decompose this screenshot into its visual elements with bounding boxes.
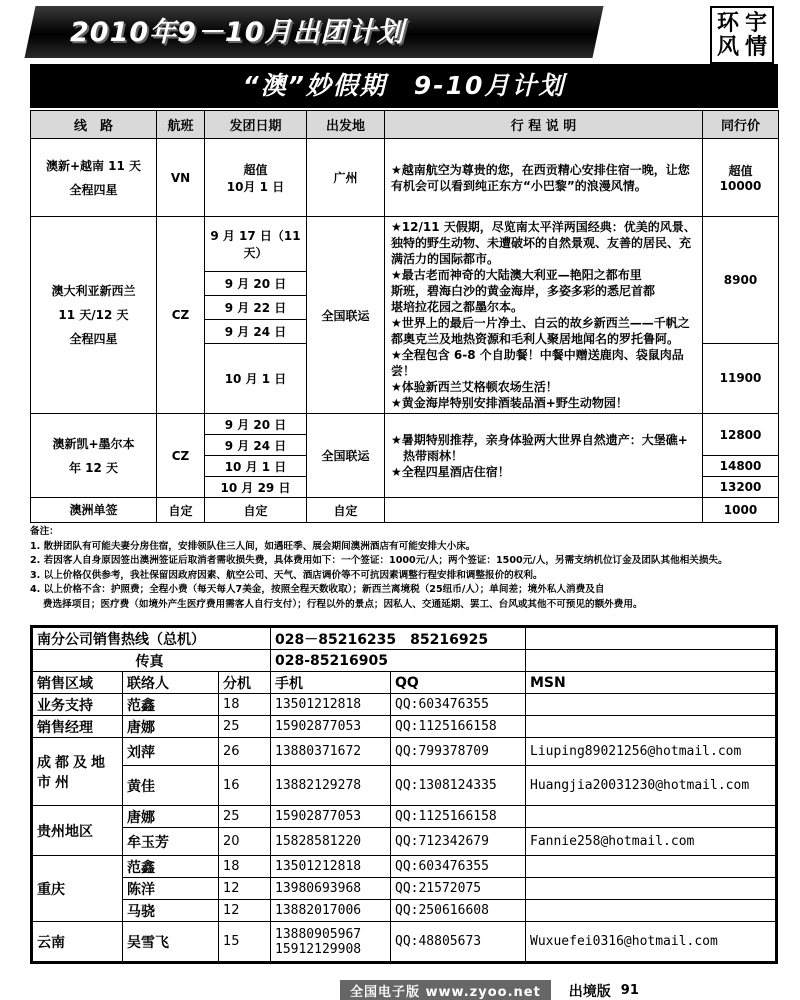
origin-cell: 自定 (307, 498, 385, 523)
logo-char: 风 (716, 34, 739, 60)
mobile: 13501212818 (271, 694, 391, 716)
column-header: 行 程 说 明 (385, 111, 703, 139)
price-cell: 14800 (703, 456, 779, 477)
table-row (33, 878, 776, 900)
flight-cell: VN (157, 139, 205, 217)
extension: 18 (219, 694, 271, 716)
msn-email (526, 694, 776, 716)
itinerary-line: ★体验新西兰艾格顿农场生活！ (391, 380, 558, 394)
itinerary-line: 热带雨林！ (391, 448, 464, 463)
fax-label: 传真 (33, 650, 271, 672)
date-cell: 10 月 1 日 (205, 343, 307, 413)
route-cell: 澳洲单签 (31, 498, 157, 523)
price-value: 10000 (719, 179, 762, 193)
qq: QQ:799378709 (391, 738, 526, 766)
origin-cell: 广州 (307, 139, 385, 217)
note-line: 4. 以上价格不含：护照费；全程小费（每天每人7美金，按照全程天数收取）；新西兰离境税（25纽币/人）；单间差；境外私人消费及自 (30, 584, 605, 595)
itinerary-cell (385, 139, 703, 217)
route-cell (31, 217, 157, 414)
hotline-label: 南分公司销售热线（总机） (33, 628, 271, 650)
column-header: 航班 (157, 111, 205, 139)
mobile: 15828581220 (271, 828, 391, 856)
date-cell: 10 月 29 日 (205, 477, 307, 498)
column-header: 联络人 (123, 672, 219, 694)
extension: 18 (219, 856, 271, 878)
itinerary-line: ★黄金海岸特别安排酒装品酒+野生动物园！ (391, 396, 628, 410)
table-row (33, 922, 776, 962)
contact-name: 范鑫 (123, 856, 219, 878)
table-row (33, 828, 776, 856)
section-title: “澳”妙假期 9-10月计划 (30, 64, 778, 108)
logo-char: 情 (744, 34, 767, 60)
page-footer (340, 981, 800, 1000)
itinerary-line: ★暑期特别推荐，亲身体验两大世界自然遗产：大堡礁+ (391, 432, 688, 447)
extension: 16 (219, 766, 271, 806)
table-row (33, 766, 776, 806)
extension: 20 (219, 828, 271, 856)
flight-cell: CZ (157, 414, 205, 498)
date-cell: 自定 (205, 498, 307, 523)
region-cell: 业务支持 (33, 694, 123, 716)
extension: 12 (219, 900, 271, 922)
date-cell: 9 月 24 日 (205, 319, 307, 343)
date-cell (205, 139, 307, 217)
note-line: 费选择项目；医疗费（如境外产生医疗费用需客人自行支付）；行程以外的景点；因私人、交通延期、罢工、台风或其他不可预见的额外费用。 (30, 598, 643, 610)
publication-label: 出境版 (568, 983, 611, 1000)
msn-email[interactable]: Wuxuefei0316@hotmail.com (526, 922, 776, 962)
qq: QQ:1308124335 (391, 766, 526, 806)
itinerary-line: 满活力的国际都市。 (391, 252, 500, 266)
route-cell (31, 139, 157, 217)
contact-name: 范鑫 (123, 694, 219, 716)
column-header: 出发地 (307, 111, 385, 139)
qq: QQ:48805673 (391, 922, 526, 962)
mobile: 13882129278 (271, 766, 391, 806)
contact-name: 刘萍 (123, 738, 219, 766)
notes-section (30, 525, 790, 612)
mobile: 13880905967 15912129908 (271, 922, 391, 962)
route-line: 澳新凯+墨尔本 (52, 436, 135, 451)
qq: QQ:1125166158 (391, 806, 526, 828)
itinerary-line: ★最古老而神奇的大陆澳大利亚—艳阳之都布里 (391, 268, 642, 282)
price-cell: 13200 (703, 477, 779, 498)
origin-cell: 全国联运 (307, 414, 385, 498)
flight-cell: 自定 (157, 498, 205, 523)
contact-name: 牟玉芳 (123, 828, 219, 856)
contact-name: 唐娜 (123, 806, 219, 828)
mobile: 13980693968 (271, 878, 391, 900)
itinerary-line: 有机会可以看到纯正东方“小巴黎”的浪漫风情。 (391, 178, 647, 193)
date-line: 超值 (243, 162, 268, 177)
msn-email (526, 900, 776, 922)
price-cell (703, 139, 779, 217)
date-cell: 9 月 24 日 (205, 435, 307, 456)
column-header: 分机 (219, 672, 271, 694)
column-header: 销售区域 (33, 672, 123, 694)
table-row (33, 716, 776, 738)
region-cell: 成都及地市州 (33, 738, 123, 806)
note-line: 3. 以上价格仅供参考，我社保留因政府因素、航空公司、天气、酒店调价等不可抗因素调整行程安排和调整报价的权利。 (30, 569, 543, 581)
route-line: 澳新+越南 11 天 (45, 158, 142, 173)
price-cell: 12800 (703, 414, 779, 456)
fax-number: 028-85216905 (271, 650, 526, 672)
contact-name: 黄佳 (123, 766, 219, 806)
itinerary-line: ★全程四星酒店住宿！ (391, 464, 510, 479)
note-line: 1. 散拼团队有可能夫妻分房住宿，安排领队住三人间，如遇旺季、展会期间澳洲酒店有可能安排大小床。 (30, 540, 476, 552)
msn-email (526, 806, 776, 828)
column-header: 发团日期 (205, 111, 307, 139)
itinerary-line: ★全程包含 6-8 个自助餐！中餐中赠送鹿肉、袋鼠肉品尝！ (391, 348, 684, 378)
date-line: 10月 1 日 (226, 179, 285, 194)
region-cell: 云南 (33, 922, 123, 962)
route-cell (31, 414, 157, 498)
mobile: 13501212818 (271, 856, 391, 878)
route-line: 全程四星 (69, 182, 118, 197)
qq: QQ:21572075 (391, 878, 526, 900)
page-title: 2010年9－10月出团计划 (70, 17, 405, 48)
brand-logo (710, 6, 774, 64)
mobile: 15902877053 (271, 716, 391, 738)
region-cell: 重庆 (33, 856, 123, 922)
date-cell: 9 月 22 日 (205, 295, 307, 319)
origin-cell: 全国联运 (307, 217, 385, 414)
qq: QQ:712342679 (391, 828, 526, 856)
msn-email (526, 716, 776, 738)
itinerary-cell (385, 414, 703, 498)
extension: 15 (219, 922, 271, 962)
mobile: 15902877053 (271, 806, 391, 828)
route-line: 全程四星 (69, 332, 118, 346)
website-label: 全国电子版 www.zyoo.net (340, 980, 551, 1000)
flight-cell: CZ (157, 217, 205, 414)
contact-name: 马骁 (123, 900, 219, 922)
itinerary-line: 斯班，碧海白沙的黄金海岸，多姿多彩的悉尼首都 (391, 284, 656, 298)
note-line: 备注： (30, 526, 59, 537)
extension: 12 (219, 878, 271, 900)
itinerary-line: 独特的野生动物、未遭破坏的自然景观、友善的居民、充 (391, 236, 692, 250)
itinerary-cell (385, 217, 703, 414)
itinerary-line: ★世界上的最后一片净土、白云的故乡新西兰——千帆之 (391, 316, 690, 330)
contact-name: 唐娜 (123, 716, 219, 738)
column-header: 线 路 (31, 111, 157, 139)
extension: 25 (219, 806, 271, 828)
date-cell: 10 月 1 日 (205, 456, 307, 477)
msn-email[interactable]: Fannie258@hotmail.com (526, 828, 776, 856)
column-header: 手机 (271, 672, 391, 694)
mobile: 13880371672 (271, 738, 391, 766)
hotline-number: 028－85216235 85216925 (271, 628, 526, 650)
itinerary-cell (385, 498, 703, 523)
logo-char: 宇 (744, 10, 767, 36)
mobile: 13882017006 (271, 900, 391, 922)
contact-name: 吴雪飞 (123, 922, 219, 962)
itinerary-line: ★越南航空为尊贵的您，在西贡精心安排住宿一晚，让您 (391, 162, 690, 177)
qq: QQ:1125166158 (391, 716, 526, 738)
qq: QQ:603476355 (391, 694, 526, 716)
page-number: 91 (620, 983, 639, 998)
region-cell: 销售经理 (33, 716, 123, 738)
column-header: 同行价 (703, 111, 779, 139)
table-row (33, 900, 776, 922)
itinerary-line: ★12/11 天假期，尽览南太平洋两国经典：优美的风景、 (391, 220, 696, 234)
msn-email[interactable]: Liuping89021256@hotmail.com (526, 738, 776, 766)
route-line: 澳大利亚新西兰 (51, 284, 136, 298)
date-cell: 9 月 20 日 (205, 271, 307, 295)
extension: 26 (219, 738, 271, 766)
table-row (33, 694, 776, 716)
contact-table (30, 625, 778, 964)
msn-email (526, 856, 776, 878)
logo-char: 环 (716, 10, 739, 36)
price-cell: 8900 (703, 217, 779, 344)
route-line: 年 12 天 (68, 460, 119, 475)
qq: QQ:603476355 (391, 856, 526, 878)
note-line: 2. 若因客人自身原因签出澳洲签证后取消者需收损失费，具体费用如下：一个签证：1000元/人；两个签证：1500元/人，另需支纳机位订金及团队其他相关损失。 (30, 555, 728, 566)
contact-name: 陈洋 (123, 878, 219, 900)
msn-email (526, 878, 776, 900)
itinerary-line: 堪培拉花园之都墨尔本。 (391, 300, 524, 314)
price-cell: 1000 (703, 498, 779, 523)
date-cell: 9 月 20 日 (205, 414, 307, 435)
date-cell: 9 月 17 日（11 天） (205, 217, 307, 272)
qq: QQ:250616608 (391, 900, 526, 922)
column-header: QQ (391, 672, 526, 694)
region-cell: 贵州地区 (33, 806, 123, 856)
itinerary-line: 都奥克兰及地热资源和毛利人聚居地闻名的罗托鲁阿。 (391, 332, 680, 346)
table-row (33, 856, 776, 878)
column-header: MSN (526, 672, 776, 694)
tour-plan-table (30, 110, 779, 523)
route-line: 11 天/12 天 (58, 308, 129, 322)
price-label: 超值 (728, 164, 753, 178)
price-cell: 11900 (703, 343, 779, 413)
table-row (33, 738, 776, 766)
msn-email[interactable]: Huangjia20031230@hotmail.com (526, 766, 776, 806)
table-row (33, 806, 776, 828)
extension: 25 (219, 716, 271, 738)
